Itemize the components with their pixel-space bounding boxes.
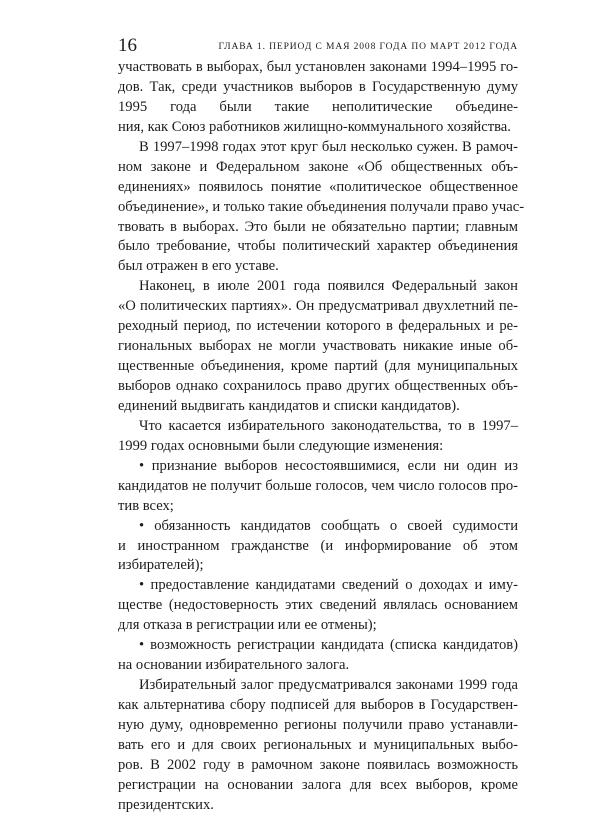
- text-line: ную думу, одновременно регионы получили право устанавли-: [118, 716, 518, 733]
- text-line: единений выдвигать кандидатов и списки кандидатов).: [118, 397, 460, 414]
- text-line: как альтернатива сбору подписей для выборов в Государствен-: [118, 697, 518, 713]
- text-line: избирателей);: [118, 557, 204, 574]
- text-line: 1995 года были такие неполитические объедине-: [118, 98, 518, 115]
- text-line: было требование, чтобы политический характер объединения: [118, 238, 518, 255]
- text-line: для отказа в регистрации или ее отмены);: [118, 617, 377, 634]
- text-line: и иностранном гражданстве (и информирование об этом: [118, 537, 518, 554]
- list-item-line: • предоставление кандидатами сведений о доходах и иму-: [139, 577, 518, 594]
- text-line: ния, как Союз работников жилищно-коммунального хозяйства.: [118, 118, 511, 135]
- text-line: дов. Так, среди участников выборов в Государственную думу: [118, 78, 518, 95]
- text-line: Что касается избирательного законодательства, то в 1997–: [139, 417, 518, 434]
- text-line: гиональных выборах не могли участвовать никакие иные об-: [118, 338, 518, 355]
- body-text: [118, 58, 525, 816]
- list-item-line: • признание выборов несостоявшимися, если ни один из: [139, 457, 518, 474]
- page-header: [118, 36, 518, 56]
- text-line: на основании избирательного залога.: [118, 657, 350, 674]
- text-line: регистрации на основании залога для всех выборов, кроме: [118, 776, 518, 793]
- text-line: щественные объединения, кроме партий (для муниципальных: [118, 358, 518, 375]
- text-line: В 1997–1998 годах этот круг был несколько сужен. В рамоч-: [139, 138, 518, 155]
- list-item-line: • возможность регистрации кандидата (списка кандидатов): [139, 637, 518, 654]
- text-line: ном законе и Федеральном законе «Об общественных объ-: [118, 158, 518, 175]
- text-line: тив всех;: [118, 497, 174, 514]
- text-line: кандидатов не получит больше голосов, чем число голосов про-: [118, 477, 518, 494]
- text-line: ществе (недостоверность этих сведений являлась основанием: [118, 597, 518, 614]
- text-line: объединение», и только такие объединения получали право учас-: [118, 198, 525, 215]
- list-item-line: • обязанность кандидатов сообщать о своей судимости: [139, 517, 518, 534]
- text-line: выборов однако сохранилось право других общественных объ-: [118, 378, 518, 394]
- text-line: Наконец, в июле 2001 года появился Федеральный закон: [139, 278, 518, 295]
- text-line: был отражен в его уставе.: [118, 258, 279, 275]
- text-line: Избирательный залог предусматривался законами 1999 года: [139, 677, 518, 694]
- text-line: ров. В 2002 году в рамочном законе появилась возможность: [118, 756, 518, 773]
- text-line: «О политических партиях». Он предусматривал двухлетний пе-: [118, 298, 518, 315]
- text-line: единениях» появилось понятие «политическое общественное: [118, 178, 518, 195]
- text-line: твовать в выборах. Это были не обязательно партии; главным: [118, 218, 518, 235]
- text-line: реходный период, по истечении которого в федеральных и ре-: [118, 318, 518, 335]
- text-line: участвовать в выборах, был установлен законами 1994–1995 го-: [118, 59, 518, 75]
- running-head: ГЛАВА 1. ПЕРИОД С МАЯ 2008 ГОДА ПО МАРТ 2012 ГОДА: [218, 42, 518, 52]
- text-line: вать его и для своих региональных и муниципальных выбо-: [118, 736, 518, 753]
- text-line: 1999 годах основными были следующие изменения:: [118, 437, 444, 454]
- text-line: президентских.: [118, 796, 214, 813]
- page-number: 16: [118, 35, 137, 56]
